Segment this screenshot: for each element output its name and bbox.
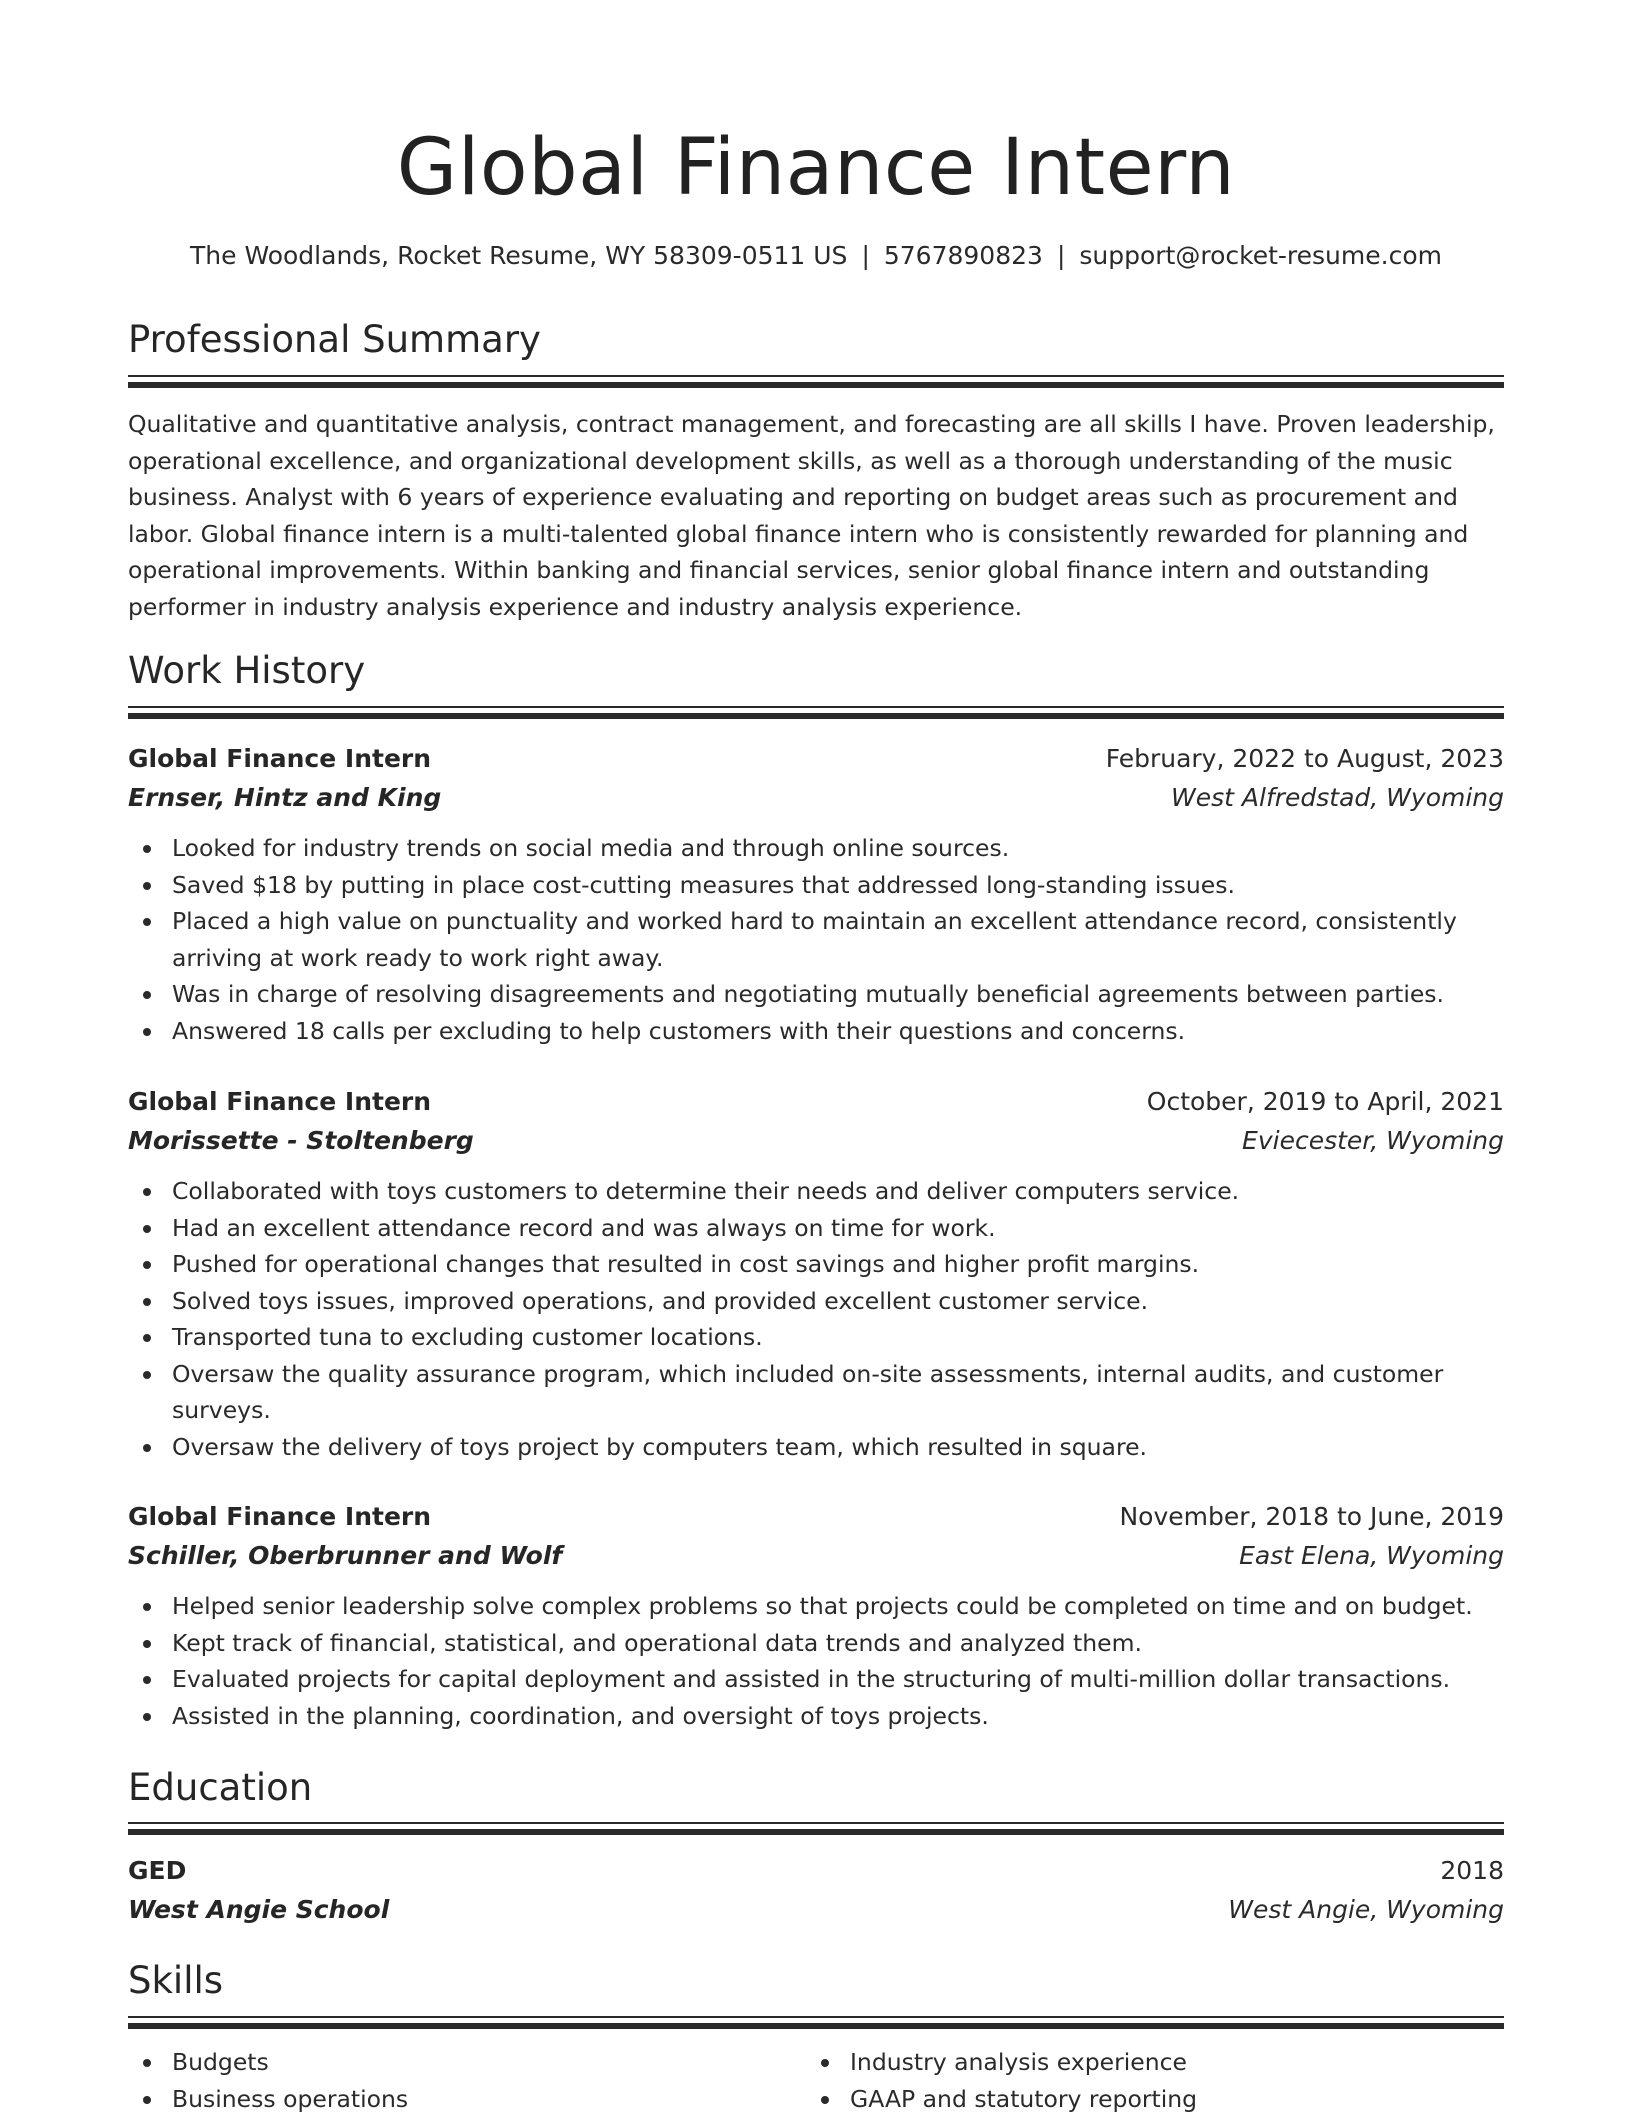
bullet-icon <box>143 2059 151 2067</box>
contact-separator: | <box>861 241 869 270</box>
bullet-icon <box>143 918 151 926</box>
job-title: Global Finance Intern <box>128 1497 431 1536</box>
job-title: Global Finance Intern <box>128 739 431 778</box>
bullet-icon <box>143 1225 151 1233</box>
education-year: 2018 <box>1440 1851 1504 1890</box>
job-bullets <box>128 1173 1504 1465</box>
education-entry <box>128 1851 1504 1929</box>
skills-column-right <box>806 2044 1486 2117</box>
list-item: Pushed for operational changes that resulted in cost savings and higher profit margins. <box>128 1246 1504 1283</box>
bullet-icon <box>143 991 151 999</box>
list-item: Collaborated with toys customers to determine their needs and deliver computers service. <box>128 1173 1504 1210</box>
list-item: Had an excellent attendance record and was always on time for work. <box>128 1210 1504 1247</box>
job-entry <box>128 1497 1504 1734</box>
list-item: Was in charge of resolving disagreements and negotiating mutually beneficial agreements between parties. <box>128 976 1504 1013</box>
list-item: Oversaw the quality assurance program, which included on-site assessments, internal audits, and customer surveys. <box>128 1356 1504 1429</box>
job-company: Ernser, Hintz and King <box>128 778 441 817</box>
section-divider <box>128 2016 1504 2028</box>
list-item: Industry analysis experience <box>806 2044 1486 2081</box>
bullet-icon <box>143 1444 151 1452</box>
list-item: Solved toys issues, improved operations, and provided excellent customer service. <box>128 1283 1504 1320</box>
section-title-summary: Professional Summary <box>128 316 541 364</box>
education-location: West Angie, Wyoming <box>1228 1890 1504 1929</box>
bullet-icon <box>143 1298 151 1306</box>
contact-phone: 5767890823 <box>884 241 1043 270</box>
contact-address: The Woodlands, Rocket Resume, WY 58309-0511 US <box>190 241 847 270</box>
job-bullets <box>128 830 1504 1049</box>
section-divider <box>128 375 1504 387</box>
list-item: Budgets <box>128 2044 808 2081</box>
list-item: Kept track of financial, statistical, and operational data trends and analyzed them. <box>128 1625 1504 1662</box>
summary-text: Qualitative and quantitative analysis, contract management, and forecasting are all skills I have. Proven leadership, operational excellence, and organizational development skills, as well as a thorough understanding of the music business. Analyst with 6 years of experience evaluating and reporting on budget areas such as procurement and labor. Global finance intern is a multi-talented global finance intern who is consistently rewarded for planning and operational improvements. Within banking and financial services, senior global finance intern and outstanding performer in industry analysis experience and industry analysis experience. <box>128 406 1504 625</box>
list-item: Helped senior leadership solve complex problems so that projects could be completed on time and on budget. <box>128 1588 1504 1625</box>
bullet-icon <box>143 1371 151 1379</box>
contact-separator: | <box>1057 241 1065 270</box>
bullet-icon <box>143 1713 151 1721</box>
job-bullets <box>128 1588 1504 1734</box>
job-entry <box>128 1082 1504 1465</box>
list-item: Saved $18 by putting in place cost-cutting measures that addressed long-standing issues. <box>128 867 1504 904</box>
job-dates: October, 2019 to April, 2021 <box>1147 1082 1504 1121</box>
job-dates: February, 2022 to August, 2023 <box>1106 739 1504 778</box>
section-divider <box>128 1822 1504 1834</box>
job-company: Morissette - Stoltenberg <box>128 1121 474 1160</box>
job-dates: November, 2018 to June, 2019 <box>1119 1497 1504 1536</box>
section-divider <box>128 706 1504 718</box>
education-school: West Angie School <box>128 1890 389 1929</box>
bullet-icon <box>143 1261 151 1269</box>
job-entry <box>128 739 1504 1049</box>
list-item: Transported tuna to excluding customer locations. <box>128 1319 1504 1356</box>
bullet-icon <box>143 1028 151 1036</box>
section-title-work: Work History <box>128 647 365 695</box>
list-item: Oversaw the delivery of toys project by computers team, which resulted in square. <box>128 1429 1504 1466</box>
job-location: West Alfredstad, Wyoming <box>1171 778 1504 817</box>
list-item: Evaluated projects for capital deployment and assisted in the structuring of multi-million dollar transactions. <box>128 1661 1504 1698</box>
bullet-icon <box>143 1334 151 1342</box>
bullet-icon <box>143 1603 151 1611</box>
list-item: GAAP and statutory reporting <box>806 2081 1486 2117</box>
bullet-icon <box>143 845 151 853</box>
bullet-icon <box>143 1640 151 1648</box>
bullet-icon <box>143 1188 151 1196</box>
section-title-education: Education <box>128 1764 312 1812</box>
list-item: Assisted in the planning, coordination, and oversight of toys projects. <box>128 1698 1504 1735</box>
bullet-icon <box>143 1676 151 1684</box>
contact-email[interactable]: support@rocket-resume.com <box>1079 241 1442 270</box>
contact-line <box>88 238 1544 274</box>
skills-column-left <box>128 2044 808 2117</box>
bullet-icon <box>821 2059 829 2067</box>
education-degree: GED <box>128 1851 186 1890</box>
job-location: Eviecester, Wyoming <box>1242 1121 1504 1160</box>
bullet-icon <box>143 2096 151 2104</box>
bullet-icon <box>143 882 151 890</box>
section-title-skills: Skills <box>128 1957 223 2005</box>
list-item: Business operations <box>128 2081 808 2117</box>
job-title: Global Finance Intern <box>128 1082 431 1121</box>
bullet-icon <box>821 2096 829 2104</box>
job-location: East Elena, Wyoming <box>1239 1536 1504 1575</box>
job-company: Schiller, Oberbrunner and Wolf <box>128 1536 562 1575</box>
list-item: Placed a high value on punctuality and worked hard to maintain an excellent attendance record, consistently arriving at work ready to work right away. <box>128 903 1504 976</box>
list-item: Looked for industry trends on social media and through online sources. <box>128 830 1504 867</box>
list-item: Answered 18 calls per excluding to help customers with their questions and concerns. <box>128 1013 1504 1050</box>
candidate-name: Global Finance Intern <box>128 118 1504 218</box>
